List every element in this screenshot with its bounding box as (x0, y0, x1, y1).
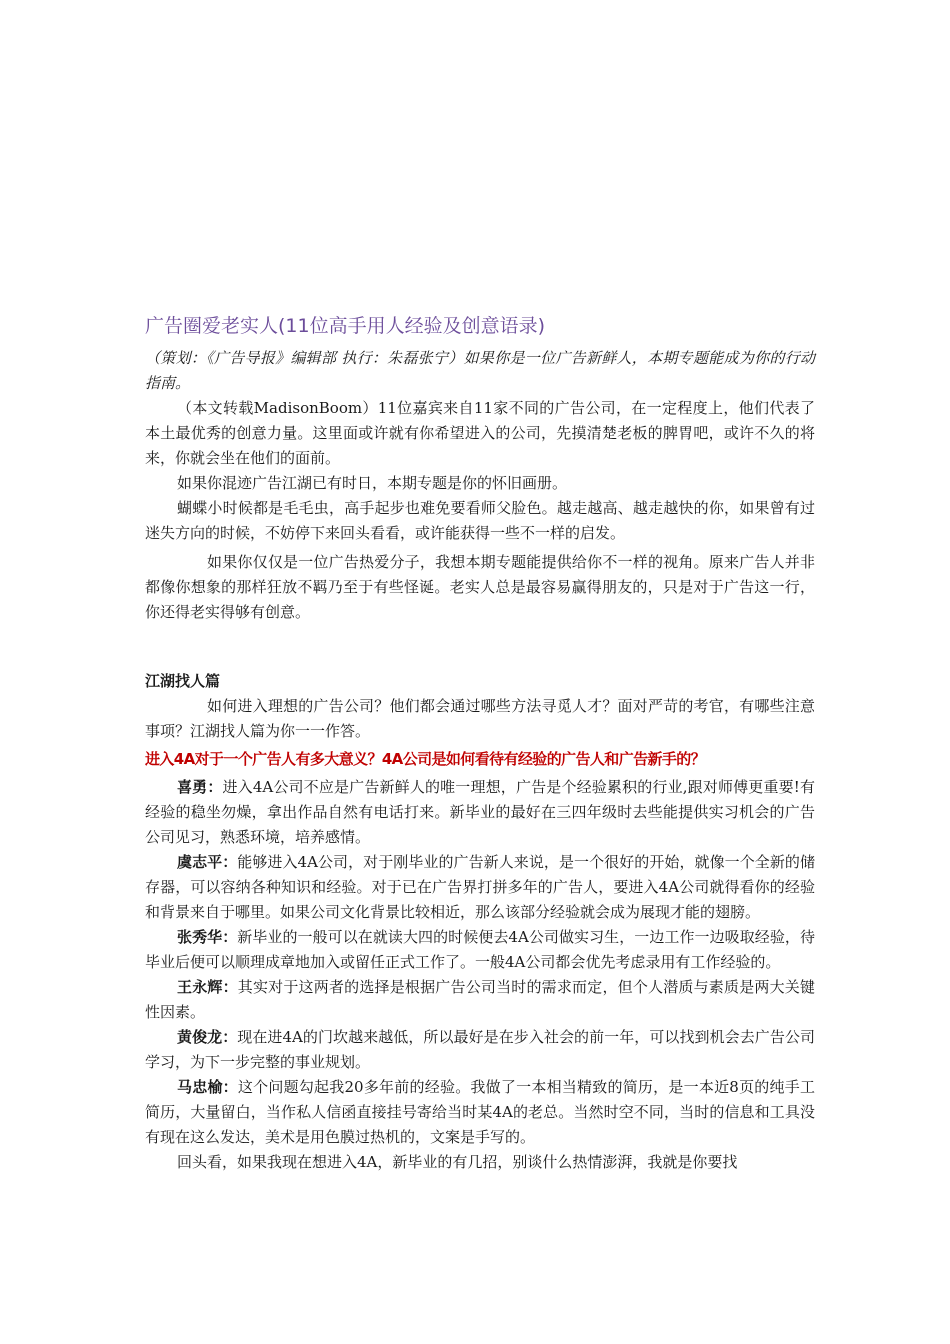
section-question: 进入4A对于一个广告人有多大意义？4A公司是如何看待有经验的广告人和广告新手的？ (145, 750, 706, 768)
answer-text: 现在进4A的门坎越来越低，所以最好是在步入社会的前一年，可以找到机会去广告公司学习，为下一步完整的事业规划。 (145, 1028, 815, 1071)
document-body (145, 312, 815, 1175)
answer-text: 其实对于这两者的选择是根据广告公司当时的需求而定，但个人潜质与素质是两大关键性因素。 (145, 978, 815, 1021)
section-lead: 如何进入理想的广告公司？他们都会通过哪些方法寻觅人才？面对严苛的考官，有哪些注意事项？江湖找人篇为你一一作答。 (145, 697, 815, 740)
answer-text: 新毕业的一般可以在就读大四的时候便去4A公司做实习生，一边工作一边吸取经验，待毕业后便可以顺理成章地加入或留任正式工作了。一般4A公司都会优先考虑录用有工作经验的。 (145, 928, 815, 971)
answer-paragraph (145, 775, 815, 850)
closing-paragraph: 回头看，如果我现在想进入4A，新毕业的有几招，别谈什么热情澎湃，我就是你要找 (177, 1153, 738, 1171)
intro-paragraph: （策划：《广告导报》编辑部 执行：朱磊张宁）如果你是一位广告新鲜人，本期专题能成为你的行动指南。 (145, 349, 815, 392)
answer-speaker: 喜勇： (177, 778, 223, 796)
answer-paragraph (145, 1075, 815, 1150)
answer-speaker: 王永辉： (177, 978, 238, 996)
spacer (145, 647, 815, 669)
paragraph-4: 如果你仅仅是一位广告热爱分子，我想本期专题能提供给你不一样的视角。原来广告人并非都像你想象的那样狂放不羁乃至于有些怪诞。老实人总是最容易赢得朋友的，只是对于广告这一行，你还得老实得够有创意。 (145, 553, 815, 621)
answer-text: 进入4A公司不应是广告新鲜人的唯一理想，广告是个经验累积的行业,跟对师傅更重要!有经验的稳坐勿燥，拿出作品自然有电话打来。新毕业的最好在三四年级时去些能提供实习机会的广告公司见习，熟悉环境，培养感情。 (145, 778, 815, 846)
paragraph-1: （本文转载MadisonBoom）11位嘉宾来自11家不同的广告公司，在一定程度上，他们代表了本土最优秀的创意力量。这里面或许就有你希望进入的公司，先摸清楚老板的脾胃吧，或许不久的将来，你就会坐在他们的面前。 (145, 399, 815, 467)
document-title: 广告圈爱老实人(11位高手用人经验及创意语录) (145, 315, 546, 337)
answer-paragraph (145, 975, 815, 1025)
answer-paragraph (145, 1025, 815, 1075)
answer-speaker: 虞志平： (177, 853, 238, 871)
spacer (145, 625, 815, 647)
answer-speaker: 张秀华： (177, 928, 238, 946)
answer-text: 这个问题勾起我20多年前的经验。我做了一本相当精致的简历，是一本近8页的纯手工简历，大量留白，当作私人信函直接挂号寄给当时某4A的老总。当然时空不同，当时的信息和工具没有现在这么发达，美术是用色膜过热机的，文案是手写的。 (145, 1078, 815, 1146)
answer-paragraph (145, 850, 815, 925)
paragraph-3: 蝴蝶小时候都是毛毛虫，高手起步也难免要看师父脸色。越走越高、越走越快的你，如果曾有过迷失方向的时候，不妨停下来回头看看，或许能获得一些不一样的启发。 (145, 499, 815, 542)
answer-speaker: 马忠榆： (177, 1078, 238, 1096)
answer-speaker: 黄俊龙： (177, 1028, 238, 1046)
answer-paragraph (145, 925, 815, 975)
answer-text: 能够进入4A公司，对于刚毕业的广告新人来说，是一个很好的开始，就像一个全新的储存器，可以容纳各种知识和经验。对于已在广告界打拼多年的广告人，要进入4A公司就得看你的经验和背景来自于哪里。如果公司文化背景比较相近，那么该部分经验就会成为展现才能的翅膀。 (145, 853, 815, 921)
paragraph-2: 如果你混迹广告江湖已有时日，本期专题是你的怀旧画册。 (177, 474, 568, 492)
section-heading: 江湖找人篇 (145, 672, 221, 690)
